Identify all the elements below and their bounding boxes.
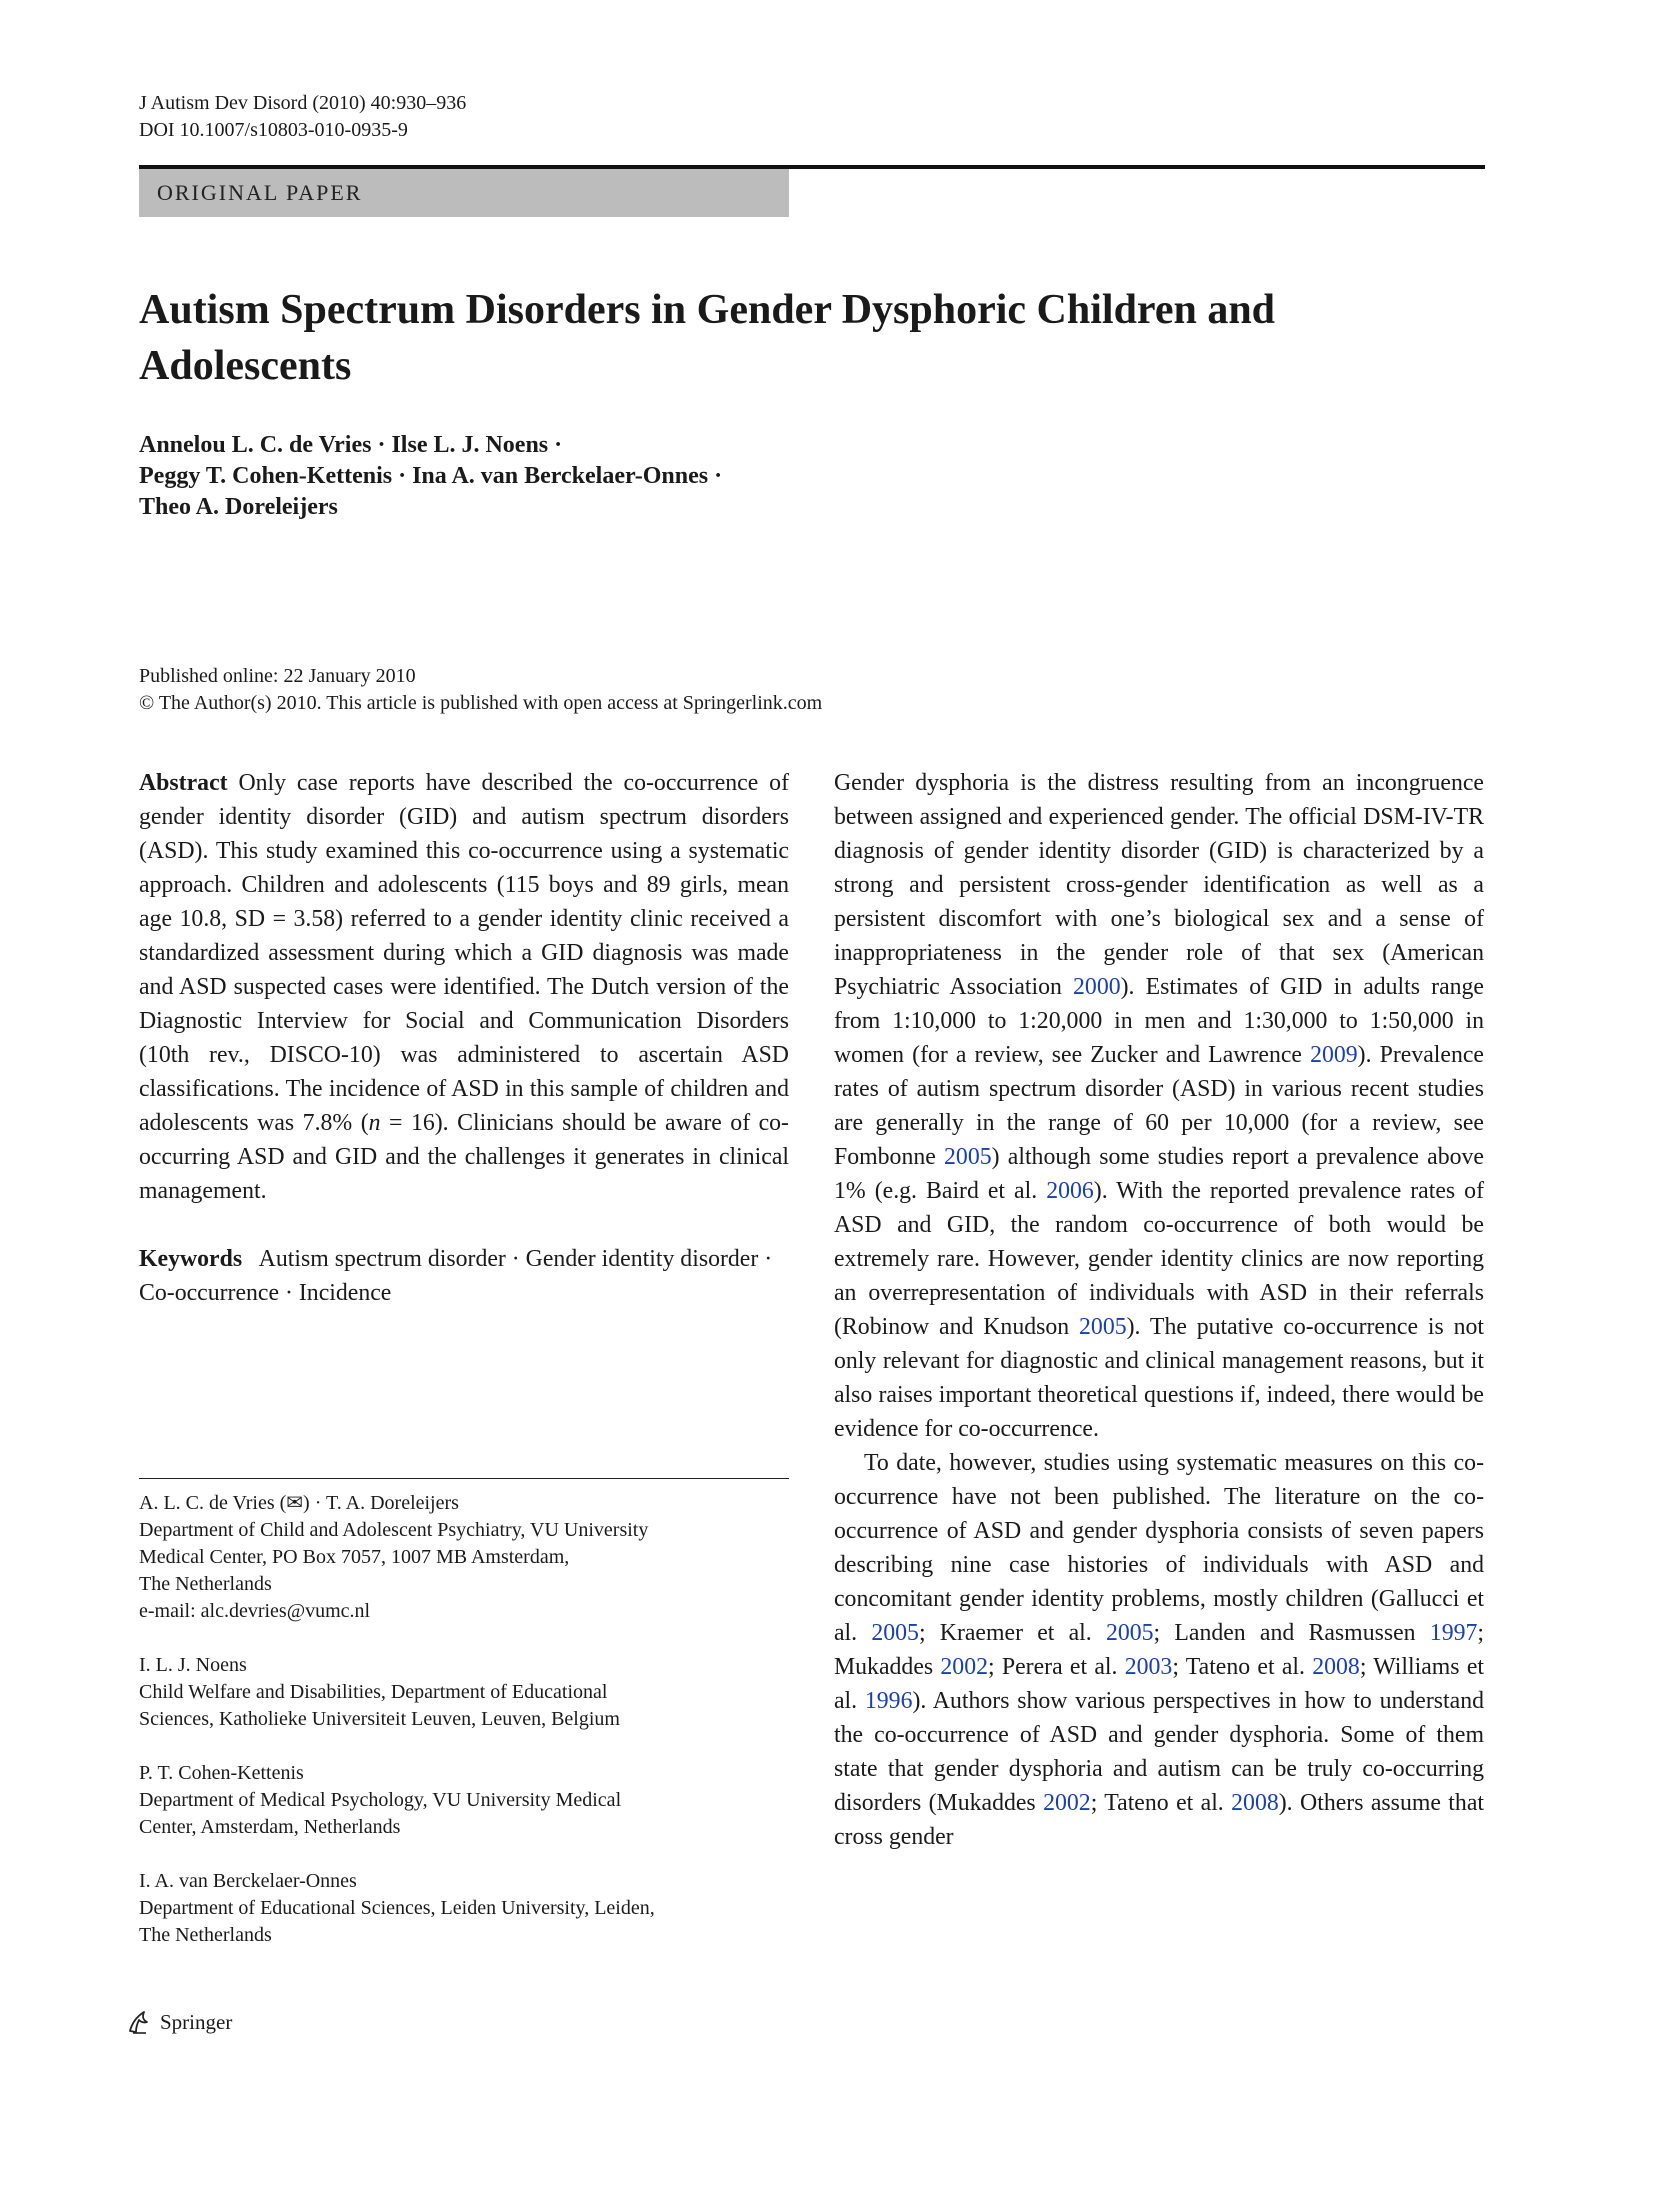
affiliation-names: I. L. J. Noens [139, 1654, 247, 1676]
keywords-list: Autism spectrum disorder · Gender identity disorder · Co-occurrence · Incidence [139, 1246, 773, 1306]
affiliation [139, 1652, 789, 1733]
publisher-name: Springer [160, 2010, 233, 2034]
publisher-footer [124, 2007, 232, 2037]
body-text: ; Kraemer et al. [918, 1620, 1106, 1646]
springer-horse-icon [124, 2007, 154, 2037]
citation-link[interactable]: 2005 [1105, 1620, 1154, 1646]
citation-link[interactable]: 2005 [944, 1144, 992, 1170]
citation-link[interactable]: 2003 [1124, 1654, 1173, 1680]
abstract-text-end: = 16). Clinicians should be aware of co-occurring ASD and GID and the challenges it generates in clinical management. [139, 1110, 789, 1204]
author-line: Annelou L. C. de Vries · Ilse L. J. Noens · [139, 432, 563, 458]
body-text: ). Others assume that cross gender [834, 1790, 1484, 1850]
left-column [139, 766, 789, 1310]
abstract-text: Only case reports have described the co-occurrence of gender identity disorder (GID) and autism spectrum disorders (ASD). This study examined this co-occurrence using a systematic approach. Children and adolescents (115 boys and 89 girls, mean age 10.8, SD = 3.58) referred to a gender identity clinic received a standardized assessment during which a GID diagnosis was made and ASD suspected cases were identified. The Dutch version of the Diagnostic Interview for Social and Communication Disorders (10th rev., DISCO-10) was administered to ascertain ASD classifications. The incidence of ASD in this sample of children and adolescents was 7.8% ( [139, 770, 789, 1136]
body-text: ; Landen and Rasmussen [1153, 1620, 1430, 1646]
publication-info [139, 663, 822, 717]
citation-link[interactable]: 2005 [871, 1620, 919, 1646]
affiliation-dept: Child Welfare and Disabilities, Department of Educational [139, 1681, 608, 1703]
body-text: ). With the reported prevalence rates of ASD and GID, the random co-occurrence of both would be extremely rare. However, gender identity clinics are now reporting an overrepresentation of individuals with ASD in their referrals (Robinow and Knudson [834, 1178, 1484, 1340]
body-text: ; Mukaddes [834, 1620, 1485, 1680]
affiliation-email[interactable]: e-mail: alc.devries@vumc.nl [139, 1600, 371, 1622]
keywords [139, 1242, 789, 1310]
published-online: Published online: 22 January 2010 [139, 665, 416, 687]
affiliation-address: Medical Center, PO Box 7057, 1007 MB Amsterdam, [139, 1546, 570, 1568]
n-symbol: n [368, 1110, 381, 1136]
paper-title: Autism Spectrum Disorders in Gender Dysphoric Children and Adolescents [139, 287, 1276, 389]
body-text: ) although some studies report a prevalence above 1% (e.g. Baird et al. [834, 1144, 1484, 1204]
affiliation-names: A. L. C. de Vries (✉) · T. A. Doreleijers [139, 1492, 459, 1514]
affiliation-address: Sciences, Katholieke Universiteit Leuven, Leuven, Belgium [139, 1708, 620, 1730]
doi: DOI 10.1007/s10803-010-0935-9 [139, 119, 408, 141]
affiliation-dept: Department of Medical Psychology, VU University Medical [139, 1789, 622, 1811]
body-paragraph-1 [834, 766, 1484, 1446]
body-text: ; Perera et al. [988, 1654, 1125, 1680]
affiliation [139, 1868, 789, 1949]
citation-link[interactable]: 1997 [1429, 1620, 1478, 1646]
author-line: Peggy T. Cohen-Kettenis · Ina A. van Berckelaer-Onnes · [139, 463, 723, 489]
citation-link[interactable]: 2006 [1046, 1178, 1094, 1204]
affiliation [139, 1490, 789, 1625]
citation-link[interactable]: 2008 [1231, 1790, 1279, 1816]
affiliation-names: I. A. van Berckelaer-Onnes [139, 1870, 357, 1892]
author-list [139, 430, 1239, 523]
body-text: ). Authors show various perspectives in how to understand the co-occurrence of ASD and gender dysphoria. Some of them state that gender dysphoria and autism can be truly co-occurring disorders (Mukaddes [834, 1688, 1484, 1816]
journal-reference: J Autism Dev Disord (2010) 40:930–936 [139, 92, 467, 114]
affiliation [139, 1760, 789, 1841]
abstract-label: Abstract [139, 770, 228, 796]
body-text: ). Estimates of GID in adults range from 1:10,000 to 1:20,000 in men and 1:30,000 to 1:50,000 in women (for a review, see Zucker and Lawrence [834, 974, 1484, 1068]
abstract [139, 766, 789, 1208]
affiliation-address: Center, Amsterdam, Netherlands [139, 1816, 401, 1838]
affiliation-dept: Department of Child and Adolescent Psychiatry, VU University [139, 1519, 649, 1541]
affiliation-address: The Netherlands [139, 1924, 272, 1946]
affiliation-names: P. T. Cohen-Kettenis [139, 1762, 304, 1784]
body-text: ; Tateno et al. [1090, 1790, 1232, 1816]
citation-link[interactable]: 1996 [864, 1688, 913, 1714]
body-text: ; Williams et al. [834, 1654, 1484, 1714]
citation-link[interactable]: 2002 [940, 1654, 988, 1680]
body-text: ; Tateno et al. [1172, 1654, 1313, 1680]
keywords-label: Keywords [139, 1246, 243, 1272]
affiliation-rule [139, 1478, 789, 1479]
body-text: ). The putative co-occurrence is not only relevant for diagnostic and clinical management reasons, but it also raises important theoretical questions if, indeed, there would be evidence for co-occurrence. [834, 1314, 1484, 1442]
affiliation-country: The Netherlands [139, 1573, 272, 1595]
author-line: Theo A. Doreleijers [139, 494, 338, 520]
citation-link[interactable]: 2009 [1310, 1042, 1358, 1068]
citation-link[interactable]: 2000 [1073, 974, 1121, 1000]
affiliation-dept: Department of Educational Sciences, Leiden University, Leiden, [139, 1897, 655, 1919]
affiliations [139, 1490, 789, 1949]
section-label: ORIGINAL PAPER [139, 169, 789, 217]
citation-link[interactable]: 2005 [1079, 1314, 1127, 1340]
body-paragraph-2 [834, 1446, 1484, 1854]
citation-link[interactable]: 2008 [1312, 1654, 1360, 1680]
body-text: ). Prevalence rates of autism spectrum disorder (ASD) in various recent studies are generally in the range of 60 per 10,000 (for a review, see Fombonne [834, 1042, 1484, 1170]
copyright-notice: © The Author(s) 2010. This article is published with open access at Springerlink.com [139, 692, 823, 714]
citation-link[interactable]: 2002 [1043, 1790, 1091, 1816]
right-column [834, 766, 1484, 1854]
body-text: To date, however, studies using systematic measures on this co-occurrence have not been published. The literature on the co-occurrence of ASD and gender dysphoria consists of seven papers describing nine case histories of individuals with ASD and concomitant gender identity problems, mostly children (Gallucci et al. [834, 1450, 1484, 1646]
body-text: Gender dysphoria is the distress resulting from an incongruence between assigned and experienced gender. The official DSM-IV-TR diagnosis of gender identity disorder (GID) is characterized by a strong and persistent cross-gender identification as well as a persistent discomfort with one’s biological sex and a sense of inappropriateness in the gender role of that sex (American Psychiatric Association [834, 770, 1484, 1000]
